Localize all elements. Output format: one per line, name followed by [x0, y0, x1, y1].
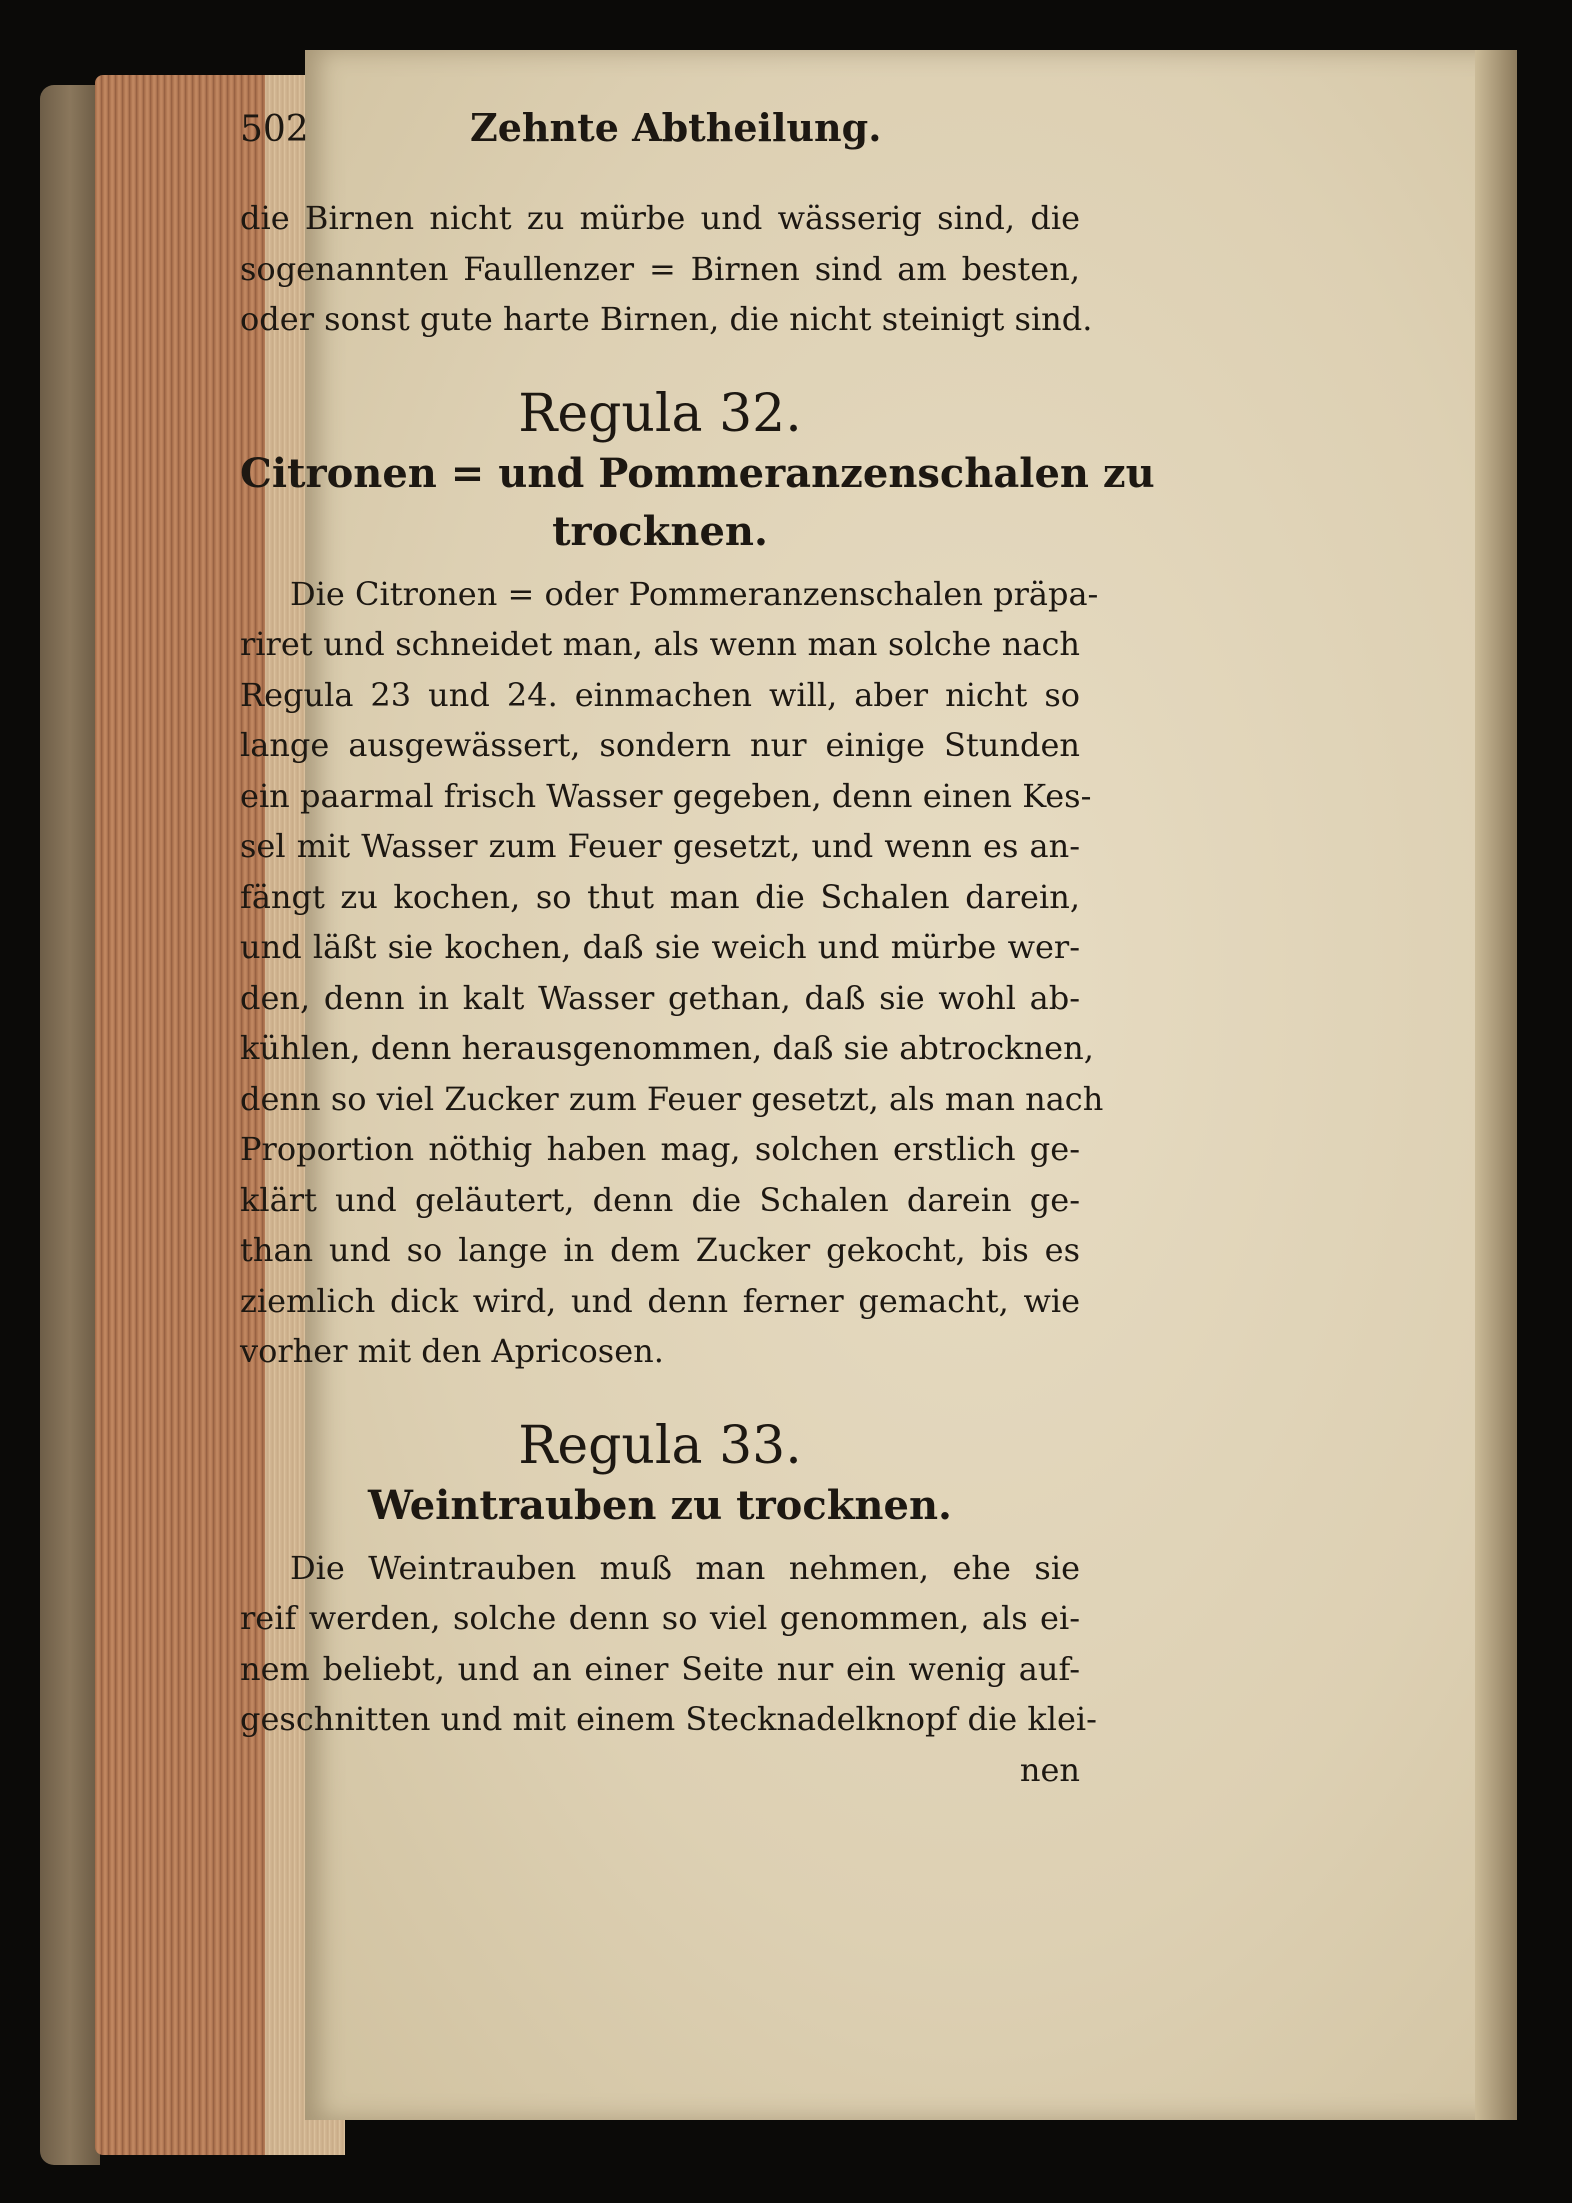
section-title: Weintrauben zu trocknen. [368, 1481, 952, 1529]
section-paragraph [240, 569, 1104, 1377]
page-number: 502 [240, 109, 309, 150]
text-line: denn so viel Zucker zum Feuer gesetzt, als man nach [240, 1079, 1104, 1118]
running-head: Zehnte Abtheilung. [470, 105, 882, 150]
page-gutter [1475, 50, 1517, 2120]
text-line: than und so lange in dem Zucker gekocht, bis es [240, 1231, 1080, 1269]
section-number: Regula 32. [518, 383, 802, 444]
text-line: oder sonst gute harte Birnen, die nicht steinigt sind. [240, 300, 1093, 338]
catchword: nen [1019, 1750, 1080, 1789]
text-line: Proportion nöthig haben mag, solchen erstlich ge- [240, 1130, 1080, 1168]
text-line: ein paarmal frisch Wasser gegeben, denn einen Kes- [240, 776, 1092, 815]
book-cover-edge [40, 85, 100, 2165]
text-line: riret und schneidet man, als wenn man solche nach [240, 625, 1080, 663]
text-line: fängt zu kochen, so thut man die Schalen darein, [240, 877, 1080, 916]
text-line: geschnitten und mit einem Stecknadelknopf die klei- [240, 1700, 1097, 1738]
text-line: den, denn in kalt Wasser gethan, daß sie wohl ab- [240, 978, 1080, 1017]
text-line: reif werden, solche denn so viel genommen, als ei- [240, 1599, 1080, 1637]
text-line: Regula 23 und 24. einmachen will, aber nicht so [240, 675, 1080, 714]
section-title: Citronen = und Pommeranzenschalen zu [240, 449, 1155, 497]
text-line: vorher mit den Apricosen. [240, 1332, 664, 1370]
text-line: sogenannten Faullenzer = Birnen sind am besten, [240, 249, 1080, 288]
section-number: Regula 33. [518, 1415, 802, 1476]
text-line: kühlen, denn herausgenommen, daß sie abtrocknen, [240, 1029, 1094, 1067]
text-line: klärt und geläutert, denn die Schalen darein ge- [240, 1180, 1080, 1219]
section-paragraph [240, 1543, 1097, 1745]
intro-paragraph [240, 193, 1093, 345]
text-line: Die Weintrauben muß man nehmen, ehe sie [290, 1548, 1080, 1587]
section-title: trocknen. [552, 507, 768, 555]
text-line: ziemlich dick wird, und denn ferner gemacht, wie [240, 1281, 1080, 1320]
text-line: Die Citronen = oder Pommeranzenschalen präpa- [290, 574, 1099, 613]
text-line: lange ausgewässert, sondern nur einige Stunden [240, 726, 1080, 764]
text-line: nem beliebt, und an einer Seite nur ein wenig auf- [240, 1649, 1080, 1688]
text-line: und läßt sie kochen, daß sie weich und mürbe wer- [240, 928, 1080, 966]
page-text [240, 105, 1155, 1795]
page-header [240, 105, 1080, 165]
text-line: sel mit Wasser zum Feuer gesetzt, und wenn es an- [240, 827, 1080, 865]
text-line: die Birnen nicht zu mürbe und wässerig sind, die [240, 199, 1080, 237]
